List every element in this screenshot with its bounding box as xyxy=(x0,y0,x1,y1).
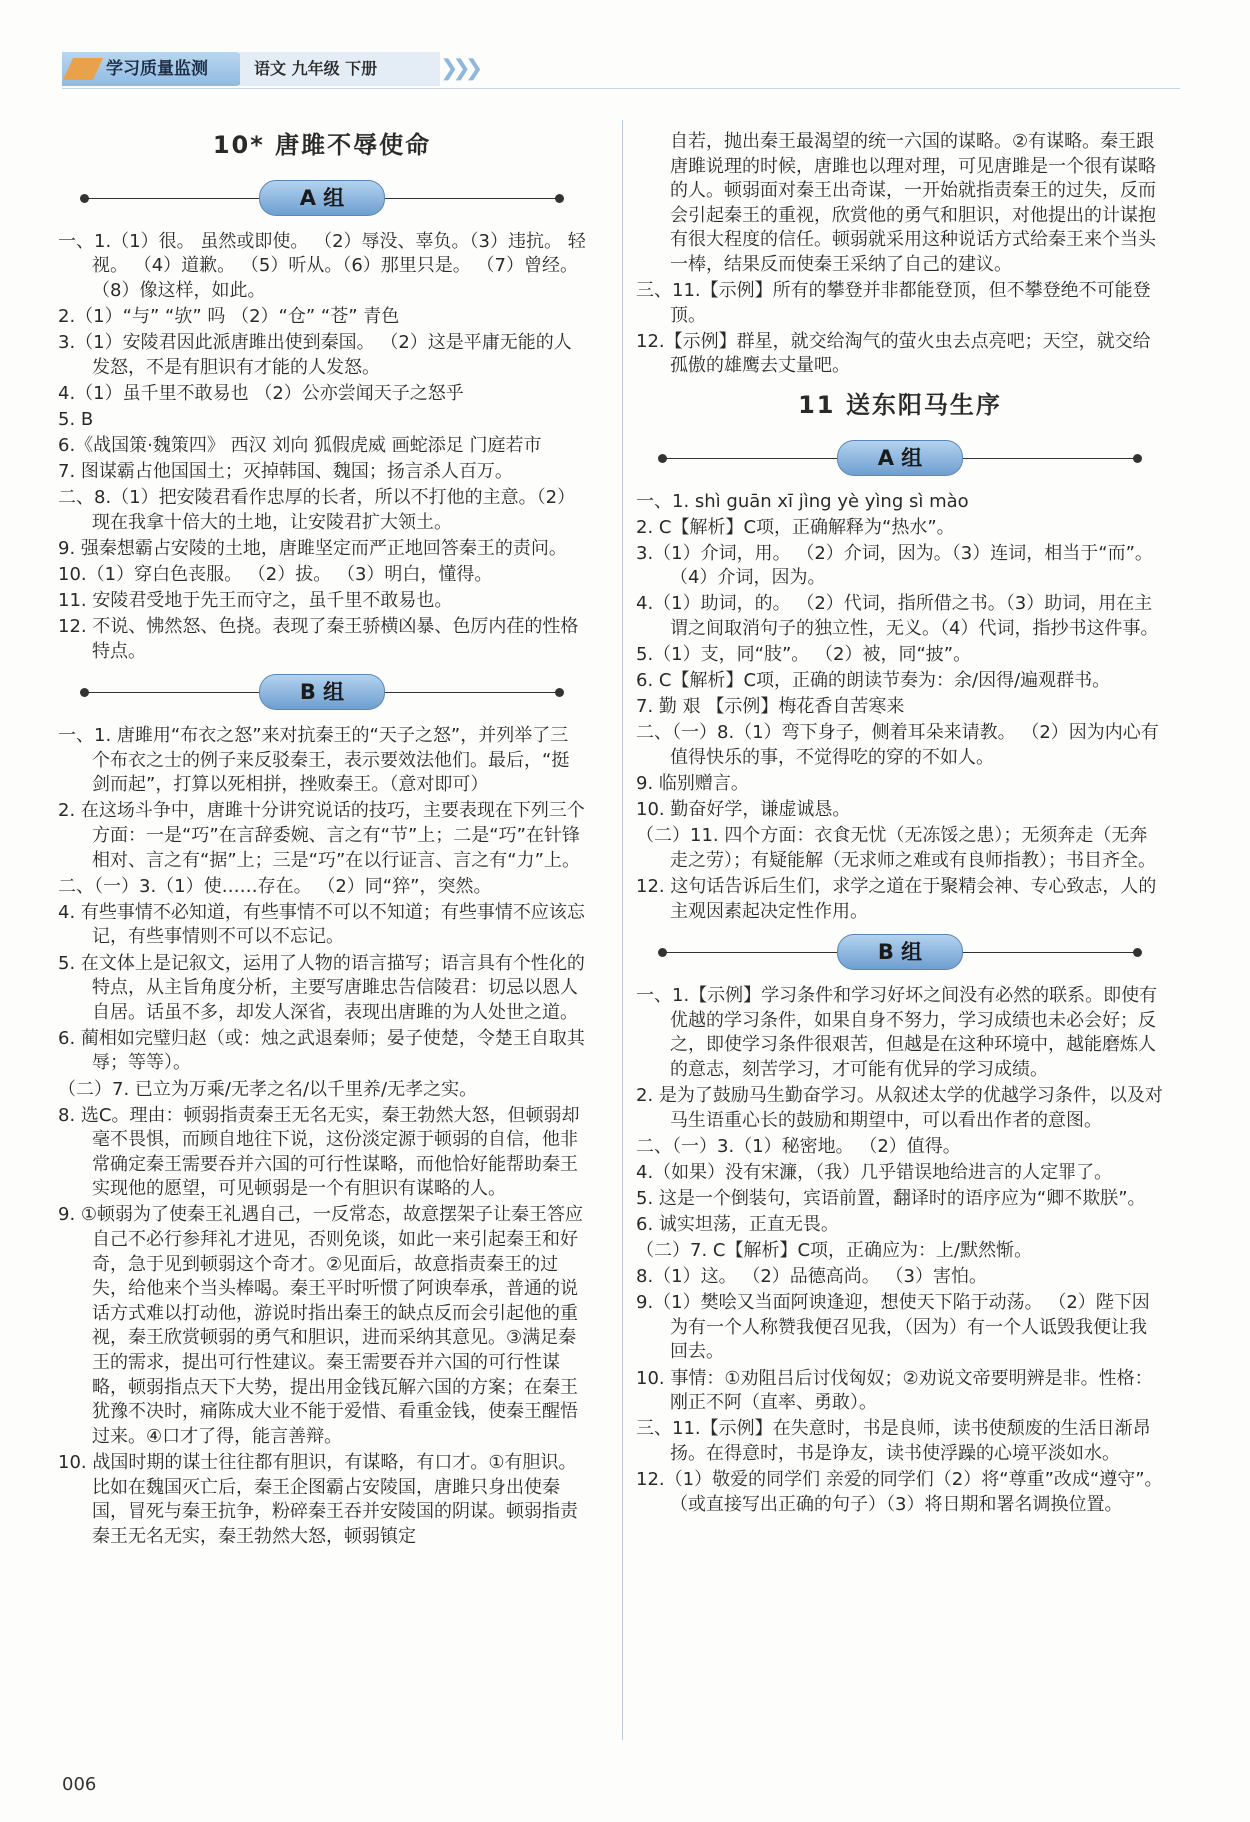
answer-item: 2. 在这场斗争中，唐雎十分讲究说话的技巧，主要表现在下列三个方面：一是“巧”在言辞委婉、言之有“节”上；二是“巧”在针锋相对、言之有“据”上；三是“巧”在以行证言、言之有“力”上。 xyxy=(58,800,585,871)
answer-item: 5. 在文体上是记叙文，运用了人物的语言描写；语言具有个性化的特点，从主旨角度分析，主要写唐雎忠告信陵君：切忌以恩人自居。话虽不多，却发人深省，表现出唐雎的为人处世之道。 xyxy=(58,952,585,1023)
answer-item: 9. 临别赠言。 xyxy=(636,773,749,795)
answer-item: 二、（一）8.（1）弯下身子，侧着耳朵来请教。 （2）因为内心有值得快乐的事，不觉得吃的穿的不如人。 xyxy=(636,722,1159,768)
answer-item: 5. B xyxy=(58,408,94,430)
right-column xyxy=(636,130,1164,1519)
answer-item: 2. C【解析】C项，正确解释为“热水”。 xyxy=(636,516,955,538)
group-a-heading: A 组 xyxy=(58,176,586,220)
answer-item: 6. C【解析】C项，正确的朗读节奏为：余/因得/遍观群书。 xyxy=(636,670,1111,692)
answer-item: 一、1.【示例】学习条件和学习好坏之间没有必然的联系。即使有优越的学习条件，如果自身不努力，学习成绩也未必会好；反之，即使学习条件很艰苦，但越是在这种环境中，越能磨炼人的意志，刻苦学习，才可能有优异的学习成绩。 xyxy=(636,985,1158,1080)
lesson-title-10: 10* 唐雎不辱使命 xyxy=(212,131,432,159)
answer-item: 8.（1）这。 （2）品德高尚。 （3）害怕。 xyxy=(636,1266,987,1288)
answer-item: 12. 不说、怫然怒、色挠。表现了秦王骄横凶暴、色厉内荏的性格特点。 xyxy=(58,616,579,662)
answer-item: 10.（1）穿白色丧服。 （2）拔。 （3）明白，懂得。 xyxy=(58,563,493,585)
answer-item: 9. 强秦想霸占安陵的土地，唐雎坚定而严正地回答秦王的责问。 xyxy=(58,537,567,559)
answer-item: 4.（如果）没有宋濂，（我）几乎错误地给进言的人定罪了。 xyxy=(636,1161,1113,1183)
answer-item: 三、11.【示例】所有的攀登并非都能登顶，但不攀登绝不可能登顶。 xyxy=(636,280,1151,326)
answers-list xyxy=(636,490,1164,925)
subject-label: 语文 九年级 下册 xyxy=(240,52,440,86)
answer-item: 10. 勤奋好学，谦虚诚恳。 xyxy=(636,799,851,821)
answers-list xyxy=(58,230,586,665)
answer-item: 10. 事情：①劝阻吕后讨伐匈奴；②劝说文帝要明辨是非。性格：刚正不阿（直率、勇敢）。 xyxy=(636,1367,1153,1414)
answer-item: 二、（一）3.（1）使……存在。 （2）同“猝”，突然。 xyxy=(58,875,492,897)
answer-item: 二、（一）3.（1）秘密地。 （2）值得。 xyxy=(636,1135,961,1157)
answer-item: 3.（1）介词，用。 （2）介词，因为。（3）连词，相当于“而”。 （4）介词，因为。 xyxy=(636,542,1153,589)
answer-item: 12.（1）敬爱的同学们 亲爱的同学们（2）将“尊重”改成“遵守”。（或直接写出正确的句子）（3）将日期和署名调换位置。 xyxy=(636,1468,1163,1515)
answer-item: 2.（1）“与” “欤” 吗 （2）“仓” “苍” 青色 xyxy=(58,305,400,327)
left-column xyxy=(58,125,586,1551)
page-header xyxy=(62,52,522,86)
answer-item: 2. 是为了鼓励马生勤奋学习。从叙述太学的优越学习条件，以及对马生语重心长的鼓励和期望中，可以看出作者的意图。 xyxy=(636,1085,1163,1131)
group-b-heading: B 组 xyxy=(636,930,1164,974)
answer-item: 10. 战国时期的谋士往往都有胆识，有谋略，有口才。①有胆识。比如在魏国灭亡后，秦王企图霸占安陵国，唐雎只身出使秦国，冒死与秦王抗争，粉碎秦王吞并安陵国的阴谋。顿弱指责秦王无名无实，秦王勃然大怒，顿弱镇定 xyxy=(58,1451,578,1547)
lesson-title-11: 11 送东阳马生序 xyxy=(798,390,1002,419)
group-a-heading: A 组 xyxy=(636,436,1164,480)
column-divider xyxy=(622,120,623,1740)
page-number: 006 xyxy=(62,1774,97,1795)
group-b-heading: B 组 xyxy=(58,670,586,714)
answer-item: 9. ①顿弱为了使秦王礼遇自己，一反常态，故意摆架子让秦王答应自己不必行参拜礼才进见，否则免谈，如此一来引起秦王和好奇，急于见到顿弱这个奇才。②见面后，故意指责秦王的过失，给他来个当头棒喝。秦王平时听惯了阿谀奉承，普通的说话方式难以打动他，游说时指出秦王的缺点反而会引起他的重视，秦王欣赏顿弱的勇气和胆识，进而采纳其意见。③满足秦王的需求，提出可行性建议。秦王需要吞并六国的可行性谋略，顿弱指点天下大势，提出用金钱瓦解六国的方案；在秦王犹豫不决时，痛陈成大业不能于爱惜、看重金钱，使秦王醒悟过来。④口才了得，能言善辩。 xyxy=(58,1204,584,1447)
continued-answer: 自若，抛出秦王最渴望的统一六国的谋略。②有谋略。秦王跟唐雎说理的时候，唐雎也以理对理，可见唐雎是一个很有谋略的人。顿弱面对秦王出奇谋，一开始就指责秦王的过失，反而会引起秦王的重视，欣赏他的勇气和胆识，对他提出的计谋抱有很大程度的信任。顿弱就采用这种说话方式给秦王来个当头一棒，结果反而使秦王采纳了自己的建议。 xyxy=(670,131,1156,275)
header-divider xyxy=(62,88,1180,89)
answer-item: （二）11. 四个方面：衣食无忧（无冻馁之患）；无须奔走（无奔走之劳）；有疑能解（无求师之难或有良师指教）；书目齐全。 xyxy=(636,825,1156,871)
answer-item: 8. 选C。理由：顿弱指责秦王无名无实，秦王勃然大怒，但顿弱却毫不畏惧，而顾自地往下说，这份淡定源于顿弱的自信，他非常确定秦王需要吞并六国的可行性谋略，而他恰好能帮助秦王实现他的愿望，可见顿弱是一个有胆识有谋略的人。 xyxy=(58,1104,580,1200)
answer-item: （二）7. 已立为万乘/无孝之名/以千里养/无孝之实。 xyxy=(58,1078,478,1100)
answer-item: 12.【示例】群星，就交给淘气的萤火虫去点亮吧；天空，就交给孤傲的雄鹰去丈量吧。 xyxy=(636,330,1151,377)
answer-item: 6.《战国策·魏策四》 西汉 刘向 狐假虎威 画蛇添足 门庭若市 xyxy=(58,434,542,456)
chevron-right-icon: ❯❯❯ xyxy=(440,56,478,81)
answers-list xyxy=(58,724,586,1549)
series-label: 学习质量监测 xyxy=(62,52,242,86)
answer-item: 二、8.（1）把安陵君看作忠厚的长者，所以不打他的主意。（2）现在我拿十倍大的土地，让安陵君扩大领土。 xyxy=(58,487,576,533)
answer-item: 12. 这句话告诉后生们，求学之道在于聚精会神、专心致志，人的主观因素起决定性作用。 xyxy=(636,875,1157,922)
answer-item: 6. 诚实坦荡，正直无畏。 xyxy=(636,1213,839,1235)
answers-list xyxy=(636,279,1164,379)
answer-item: 3.（1）安陵君因此派唐雎出使到秦国。 （2）这是平庸无能的人发怒，不是有胆识有才能的人发怒。 xyxy=(58,331,572,378)
answer-item: 5. 这是一个倒装句，宾语前置，翻译时的语序应为“卿不欺朕”。 xyxy=(636,1187,1146,1209)
answer-item: 一、1. shì guān xī jìng yè yìng sì mào xyxy=(636,490,969,512)
answer-item: 11. 安陵君受地于先王而守之，虽千里不敢易也。 xyxy=(58,589,453,611)
answer-item: 5.（1）支，同“肢”。 （2）被，同“披”。 xyxy=(636,644,972,666)
answer-item: 三、11.【示例】在失意时，书是良师，读书使颓废的生活日渐昂扬。在得意时，书是诤友，读书使浮躁的心境平淡如水。 xyxy=(636,1418,1151,1464)
answer-item: 9.（1）樊哙又当面阿谀逢迎，想使天下陷于动荡。 （2）陛下因为有一个人称赞我便召见我，（因为）有一个人诋毁我便让我回去。 xyxy=(636,1292,1150,1363)
answer-item: 一、1.（1）很。 虽然或即使。 （2）辱没、辜负。（3）违抗。 轻视。 （4）道歉。 （5）听从。（6）那里只是。 （7）曾经。 （8）像这样，如此。 xyxy=(58,230,586,301)
answer-item: 4.（1）助词，的。 （2）代词，指所借之书。（3）助词，用在主谓之间取消句子的独立性，无义。（4）代词，指抄书这件事。 xyxy=(636,593,1159,639)
answers-list xyxy=(636,984,1164,1517)
answer-item: 6. 蔺相如完璧归赵（或：烛之武退秦师；晏子使楚，令楚王自取其辱；等等）。 xyxy=(58,1027,585,1074)
answer-item: 7. 图谋霸占他国国土；灭掉韩国、魏国；扬言杀人百万。 xyxy=(58,460,513,482)
answer-item: 4.（1）虽千里不敢易也 （2）公亦尝闻天子之怒乎 xyxy=(58,382,464,404)
answer-item: 一、1. 唐雎用“布衣之怒”来对抗秦王的“天子之怒”，并列举了三个布衣之士的例子来反驳秦王，表示要效法他们。最后，“挺剑而起”，打算以死相拼，挫败秦王。（意对即可） xyxy=(58,725,570,796)
answer-item: （二）7. C【解析】C项，正确应为：上/默然惭。 xyxy=(636,1240,1033,1262)
answer-item: 7. 勤 艰 【示例】梅花香自苦寒来 xyxy=(636,696,905,718)
answer-item: 4. 有些事情不必知道，有些事情不可以不知道；有些事情不应该忘记，有些事情则不可以不忘记。 xyxy=(58,901,585,948)
